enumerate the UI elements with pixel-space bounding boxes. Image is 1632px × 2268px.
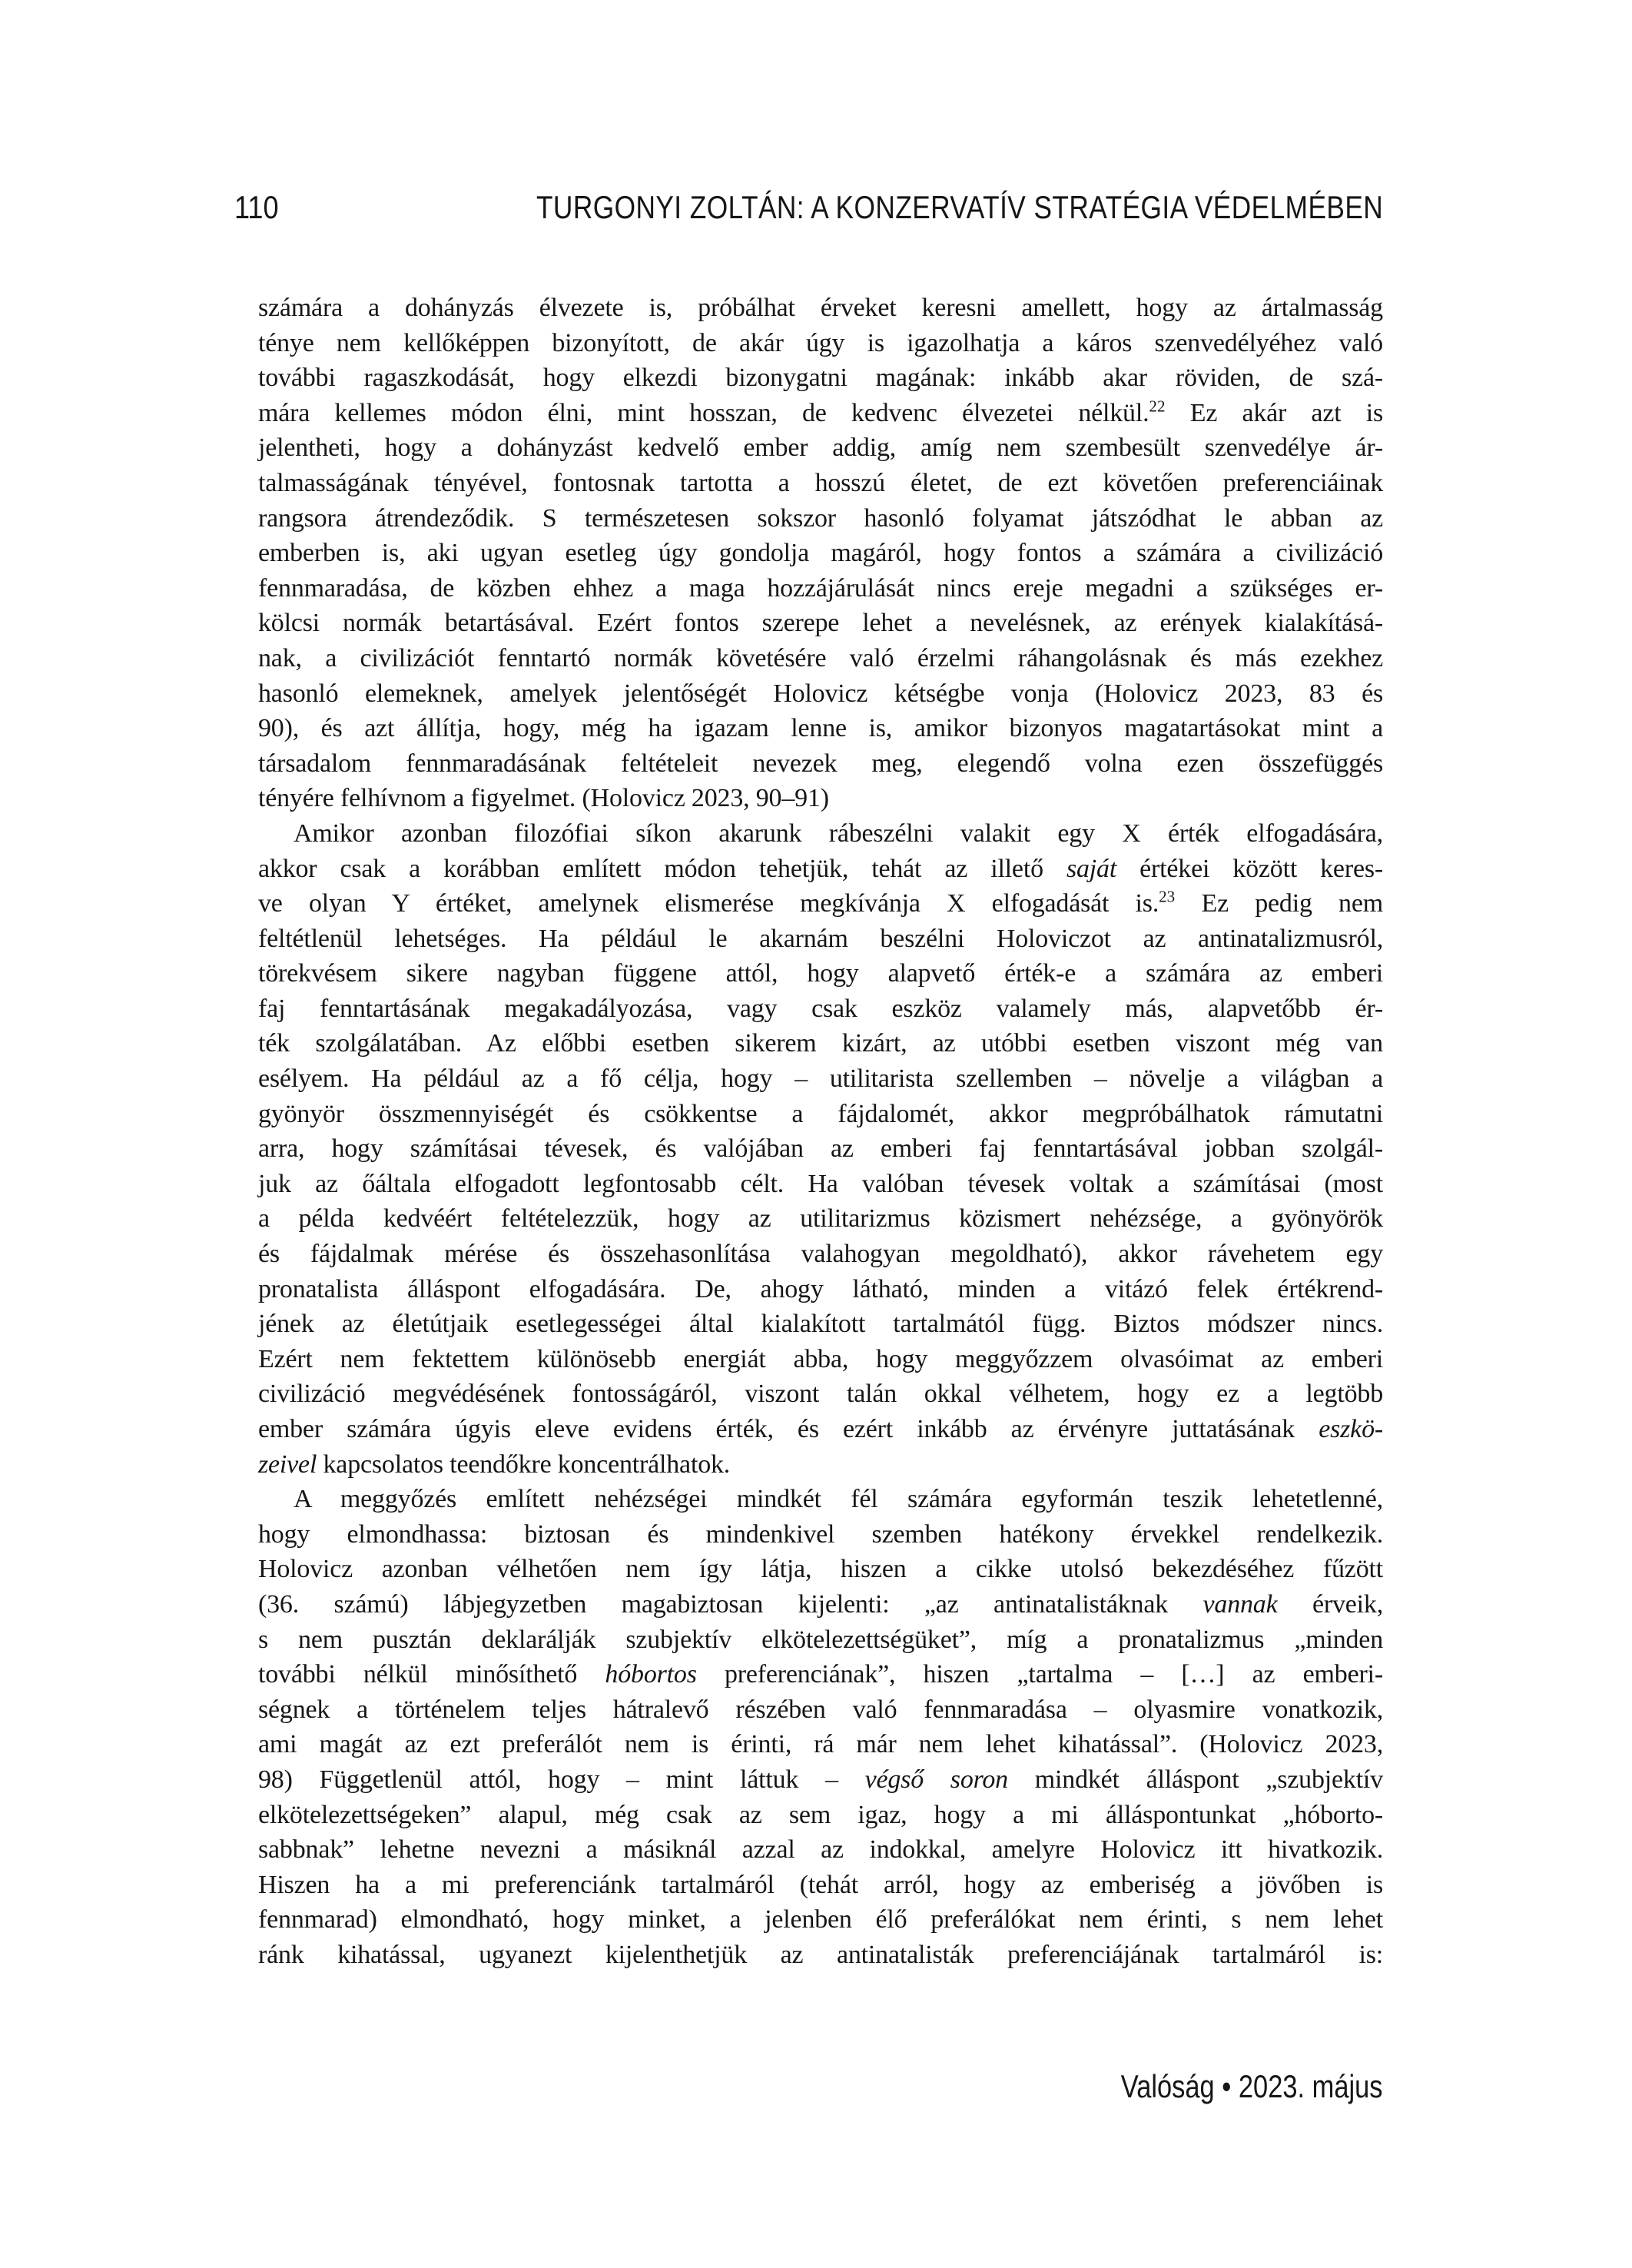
text-line: feltétlenül lehetséges. Ha például le akarnám beszélni Holoviczot az antinatalizmusról, — [258, 924, 1383, 953]
text-line: a példa kedvéért feltételezzük, hogy az utilitarizmus közismert nehézsége, a gyönyörök — [258, 1204, 1383, 1234]
text-line: A meggyőzés említett nehézségei mindkét fél számára egyformán teszik lehetetlenné, — [294, 1485, 1383, 1514]
body-text — [258, 291, 1383, 1973]
running-title: TURGONYI ZOLTÁN: A KONZERVATÍV STRATÉGIA VÉDELMÉBEN — [536, 189, 1383, 225]
text-line: Amikor azonban filozófiai síkon akarunk rábeszélni valakit egy X érték elfogadására, — [294, 819, 1383, 848]
page-number: 110 — [234, 189, 279, 225]
text-line: elkötelezettségeken” alapul, még csak az sem igaz, hogy a mi álláspontunkat „hóborto- — [258, 1800, 1383, 1829]
text-line: ve olyan Y értéket, amelynek elismerése megkívánja X elfogadását is.$^{23}$ Ez pedig nem — [258, 887, 1383, 918]
text-line: ember számára úgyis eleve evidens érték, és ezért inkább az érvényre juttatásának eszkö- — [258, 1415, 1383, 1443]
text-line: fennmarad) elmondható, hogy minket, a jelenben élő preferálókat nem érinti, s nem lehet — [258, 1905, 1383, 1934]
text-line: hogy elmondhassa: biztosan és mindenkivel szemben hatékony érvekkel rendelkezik. — [258, 1519, 1383, 1549]
text-line: társadalom fennmaradásának feltételeit nevezek meg, elegendő volna ezen összefüggés — [258, 749, 1383, 778]
text-line: mára kellemes módon élni, mint hosszan, de kedvenc élvezetei nélkül.$^{22}$ Ez akár azt is — [258, 397, 1383, 427]
footnote-ref: 22 — [1149, 397, 1166, 416]
footnote-ref: 23 — [1159, 887, 1176, 906]
text-line: ténye nem kellőképpen bizonyított, de akár úgy is igazolhatja a káros szenvedélyéhez való — [258, 328, 1383, 357]
text-line: fennmaradása, de közben ehhez a maga hozzájárulását nincs ereje megadni a szükséges er- — [258, 573, 1383, 603]
text-line: civilizáció megvédésének fontosságáról, viszont talán okkal vélhetem, hogy ez a legtöbb — [258, 1380, 1383, 1409]
text-line: ségnek a történelem teljes hátralevő részében való fennmaradása – olyasmire vonatkozik, — [258, 1695, 1383, 1724]
text-line: zeivel kapcsolatos teendőkre koncentrálhatok. — [258, 1449, 731, 1479]
text-line: ték szolgálatában. Az előbbi esetben sikerem kizárt, az utóbbi esetben viszont még van — [258, 1029, 1383, 1058]
text-line: számára a dohányzás élvezete is, próbálhat érveket keresni amellett, hogy az ártalmasság — [258, 294, 1383, 322]
text-line: ami magát az ezt preferálót nem is érinti, rá már nem lehet kihatással”. (Holovicz 2023, — [258, 1730, 1383, 1759]
text-line: és fájdalmak mérése és összehasonlítása valahogyan megoldható), akkor rávehetem egy — [258, 1240, 1383, 1269]
text-line: hasonló elemeknek, amelyek jelentőségét Holovicz kétségbe vonja (Holovicz 2023, 83 és — [258, 679, 1383, 708]
text-line: juk az őáltala elfogadott legfontosabb célt. Ha valóban tévesek voltak a számításai (most — [258, 1169, 1383, 1198]
text-line: 90), és azt állítja, hogy, még ha igazam lenne is, amikor bizonyos magatartásokat mint a — [258, 714, 1383, 743]
text-line: emberben is, aki ugyan esetleg úgy gondolja magáról, hogy fontos a számára a civilizáció — [258, 539, 1383, 568]
journal-name-date: Valóság • 2023. május — [1121, 2068, 1383, 2104]
running-head — [234, 191, 1383, 231]
text-line: Ezért nem fektettem különösebb energiát abba, hogy meggyőzzem olvasóimat az emberi — [258, 1344, 1383, 1373]
text-line: Hiszen ha a mi preferenciánk tartalmáról (tehát arról, hogy az emberiség a jövőben is — [258, 1870, 1383, 1899]
text-line: tényére felhívnom a figyelmet. (Holovicz 2023, 90–91) — [258, 784, 829, 813]
text-line: törekvésem sikere nagyban függene attól, hogy alapvető érték-e a számára az emberi — [258, 959, 1383, 988]
text-line: jelentheti, hogy a dohányzást kedvelő ember addig, amíg nem szembesült szenvedélye ár- — [258, 433, 1383, 463]
text-line: arra, hogy számításai tévesek, és valójában az emberi faj fenntartásával jobban szolgál- — [258, 1134, 1383, 1164]
text-line: talmasságának tényével, fontosnak tartotta a hosszú életet, de ezt követően preferenciáinak — [258, 468, 1383, 497]
text-line: akkor csak a korábban említett módon tehetjük, tehát az illető saját értékei között keres- — [258, 854, 1383, 883]
text-line: (36. számú) lábjegyzetben magabiztosan kijelenti: „az antinatalistáknak vannak érveik, — [258, 1589, 1384, 1619]
text-line: további ragaszkodását, hogy elkezdi bizonygatni magának: inkább akar röviden, de szá- — [258, 364, 1383, 393]
page-footer — [1063, 2069, 1383, 2104]
text-line: rangsora átrendeződik. S természetesen sokszor hasonló folyamat játszódhat le abban az — [258, 503, 1383, 533]
text-line: jének az életútjaik esetlegességei által kialakított tartalmától függ. Biztos módszer nincs. — [258, 1310, 1383, 1339]
text-line: Holovicz azonban vélhetően nem így látja, hiszen a cikke utolsó bekezdéséhez fűzött — [258, 1555, 1383, 1584]
text-line: esélyem. Ha például az a fő célja, hogy – utilitarista szellemben – növelje a világban a — [258, 1064, 1383, 1094]
text-line: gyönyör összmennyiségét és csökkentse a fájdalomét, akkor megpróbálhatok rámutatni — [258, 1099, 1383, 1128]
text-line: további nélkül minősíthető hóbortos preferenciának”, hiszen „tartalma – […] az emberi- — [258, 1660, 1383, 1689]
text-line: ránk kihatással, ugyanezt kijelenthetjük az antinatalisták preferenciájának tartalmáról is: — [258, 1940, 1383, 1969]
text-line: s nem pusztán deklarálják szubjektív elkötelezettségüket”, míg a pronatalizmus „minden — [258, 1625, 1383, 1654]
text-line: 98) Függetlenül attól, hogy – mint láttuk – végső soron mindkét álláspont „szubjektív — [258, 1765, 1383, 1794]
text-line: nak, a civilizációt fenntartó normák követésére való érzelmi ráhangolásnak és más ezekhez — [258, 643, 1383, 672]
text-line: kölcsi normák betartásával. Ezért fontos szerepe lehet a nevelésnek, az erények kialakításá- — [258, 609, 1383, 638]
text-line: pronatalista álláspont elfogadására. De, ahogy látható, minden a vitázó felek értékrend- — [258, 1274, 1383, 1303]
text-line: sabbnak” lehetne nevezni a másiknál azzal az indokkal, amelyre Holovicz itt hivatkozik. — [258, 1835, 1383, 1865]
text-line: faj fenntartásának megakadályozása, vagy csak eszköz valamely más, alapvetőbb ér- — [258, 994, 1383, 1023]
